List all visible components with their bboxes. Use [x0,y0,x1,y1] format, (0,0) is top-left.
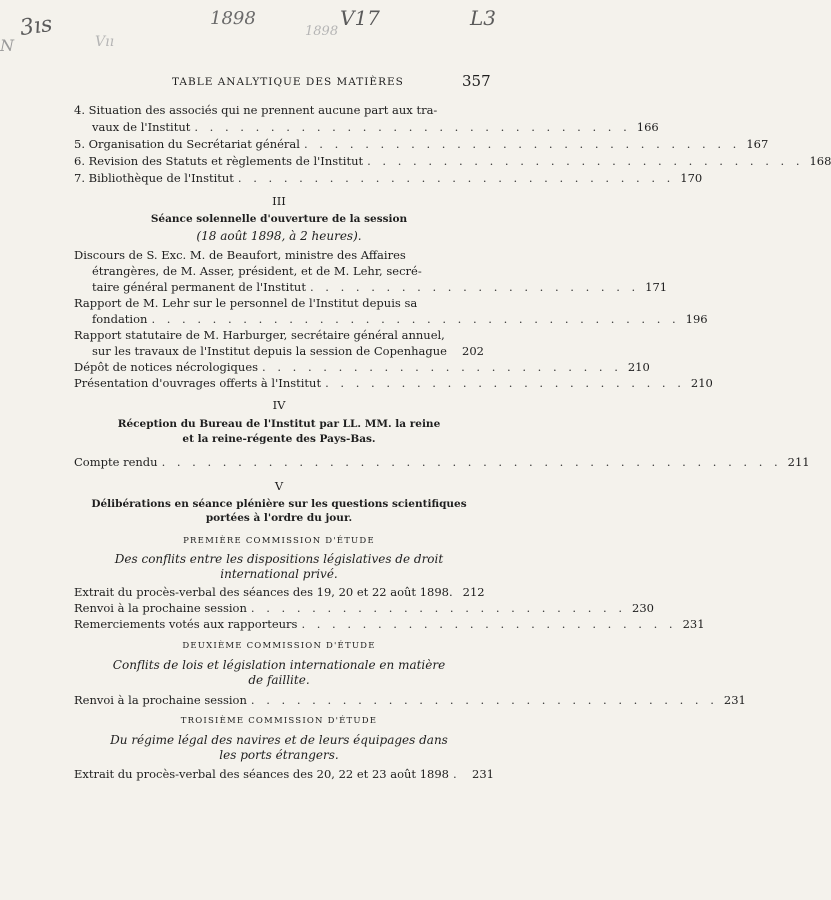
section-subheading: (18 août 1898, à 2 heures). [196,229,362,243]
toc-entry: étrangères, de M. Asser, président, et de M. Lehr, secré- [92,264,422,278]
commission-title: Conflits de lois et législation internationale en matière [112,658,446,672]
toc-entry: Extrait du procès-verbal des séances des 19, 20 et 22 août 1898. 212 [74,585,485,599]
handwritten-annotation: L3 [470,6,497,30]
toc-entry: 4. Situation des associés qui ne prennent aucune part aux tra- [74,103,438,117]
commission-title: international privé. [220,567,338,581]
commission-label: TROISIÈME COMMISSION D'ÉTUDE [180,716,378,726]
toc-entry: Compte rendu . . . . . . . . . . . . . . . . . . . . . . . . . . . . . . . . . . . . . . . . . 211 [74,455,810,469]
toc-entry: 6. Revision des Statuts et règlements de l'Institut . . . . . . . . . . . . . . . . . . . . . . . . . . . . . 168 [74,154,831,168]
faint-annotation: 1898 [305,24,339,39]
commission-label: DEUXIÈME COMMISSION D'ÉTUDE [182,641,376,651]
toc-entry: 7. Bibliothèque de l'Institut . . . . . . . . . . . . . . . . . . . . . . . . . . . . . 170 [74,171,703,185]
section-heading: Délibérations en séance plénière sur les questions scientifiques [91,498,467,510]
toc-entry: Présentation d'ouvrages offerts à l'Institut . . . . . . . . . . . . . . . . . . . . . . . . 210 [74,376,713,390]
section-heading: Séance solennelle d'ouverture de la session [150,213,408,225]
commission-title: de faillite. [248,673,310,687]
toc-entry: Rapport de M. Lehr sur le personnel de l'Institut depuis sa [74,296,418,310]
toc-entry: Renvoi à la prochaine session . . . . . . . . . . . . . . . . . . . . . . . . . 230 [74,601,654,615]
section-numeral: III [272,194,286,208]
commission-label: PREMIÈRE COMMISSION D'ÉTUDE [183,536,375,546]
handwritten-annotation: V17 [340,6,380,30]
commission-title: Du régime légal des navires et de leurs équipages dans [110,733,448,747]
page-title: TABLE ANALYTIQUE DES MATIÈRES [172,76,404,88]
commission-title: Des conflits entre les dispositions législatives de droit [114,552,444,566]
section-numeral: V [274,479,284,493]
toc-entry: taire général permanent de l'Institut . . . . . . . . . . . . . . . . . . . . . . 171 [92,280,668,294]
toc-entry: Rapport statutaire de M. Harburger, secrétaire général annuel, [74,328,445,342]
section-heading: Réception du Bureau de l'Institut par LL. MM. la reine [117,418,441,430]
handwritten-annotation: 3ıs [18,11,54,42]
section-heading: portées à l'ordre du jour. [205,512,353,524]
toc-entry: vaux de l'Institut . . . . . . . . . . . . . . . . . . . . . . . . . . . . . 166 [92,120,659,134]
faint-annotation: Vıı [95,34,115,50]
page-number: 357 [462,72,491,90]
toc-entry: Dépôt de notices nécrologiques . . . . . . . . . . . . . . . . . . . . . . . . 210 [74,360,650,374]
toc-entry: 5. Organisation du Secrétariat général . . . . . . . . . . . . . . . . . . . . . . . . . . . . . 167 [74,137,769,151]
section-heading: et la reine-régente des Pays-Bas. [182,433,376,445]
toc-entry: Renvoi à la prochaine session . . . . . . . . . . . . . . . . . . . . . . . . . . . . . . . 231 [74,693,746,707]
toc-entry: fondation . . . . . . . . . . . . . . . . . . . . . . . . . . . . . . . . . . . 196 [92,312,708,326]
handwritten-annotation: 1898 [210,8,256,29]
toc-entry: Remerciements votés aux rapporteurs . . . . . . . . . . . . . . . . . . . . . . . . . 231 [74,617,705,631]
commission-title: les ports étrangers. [219,748,339,762]
faint-annotation: N [0,36,14,55]
toc-entry: sur les travaux de l'Institut depuis la session de Copenhague 202 [92,344,484,358]
toc-entry: Discours de S. Exc. M. de Beaufort, ministre des Affaires [74,248,406,262]
toc-entry: Extrait du procès-verbal des séances des 20, 22 et 23 août 1898 . 231 [74,767,494,781]
section-numeral: IV [272,398,286,412]
